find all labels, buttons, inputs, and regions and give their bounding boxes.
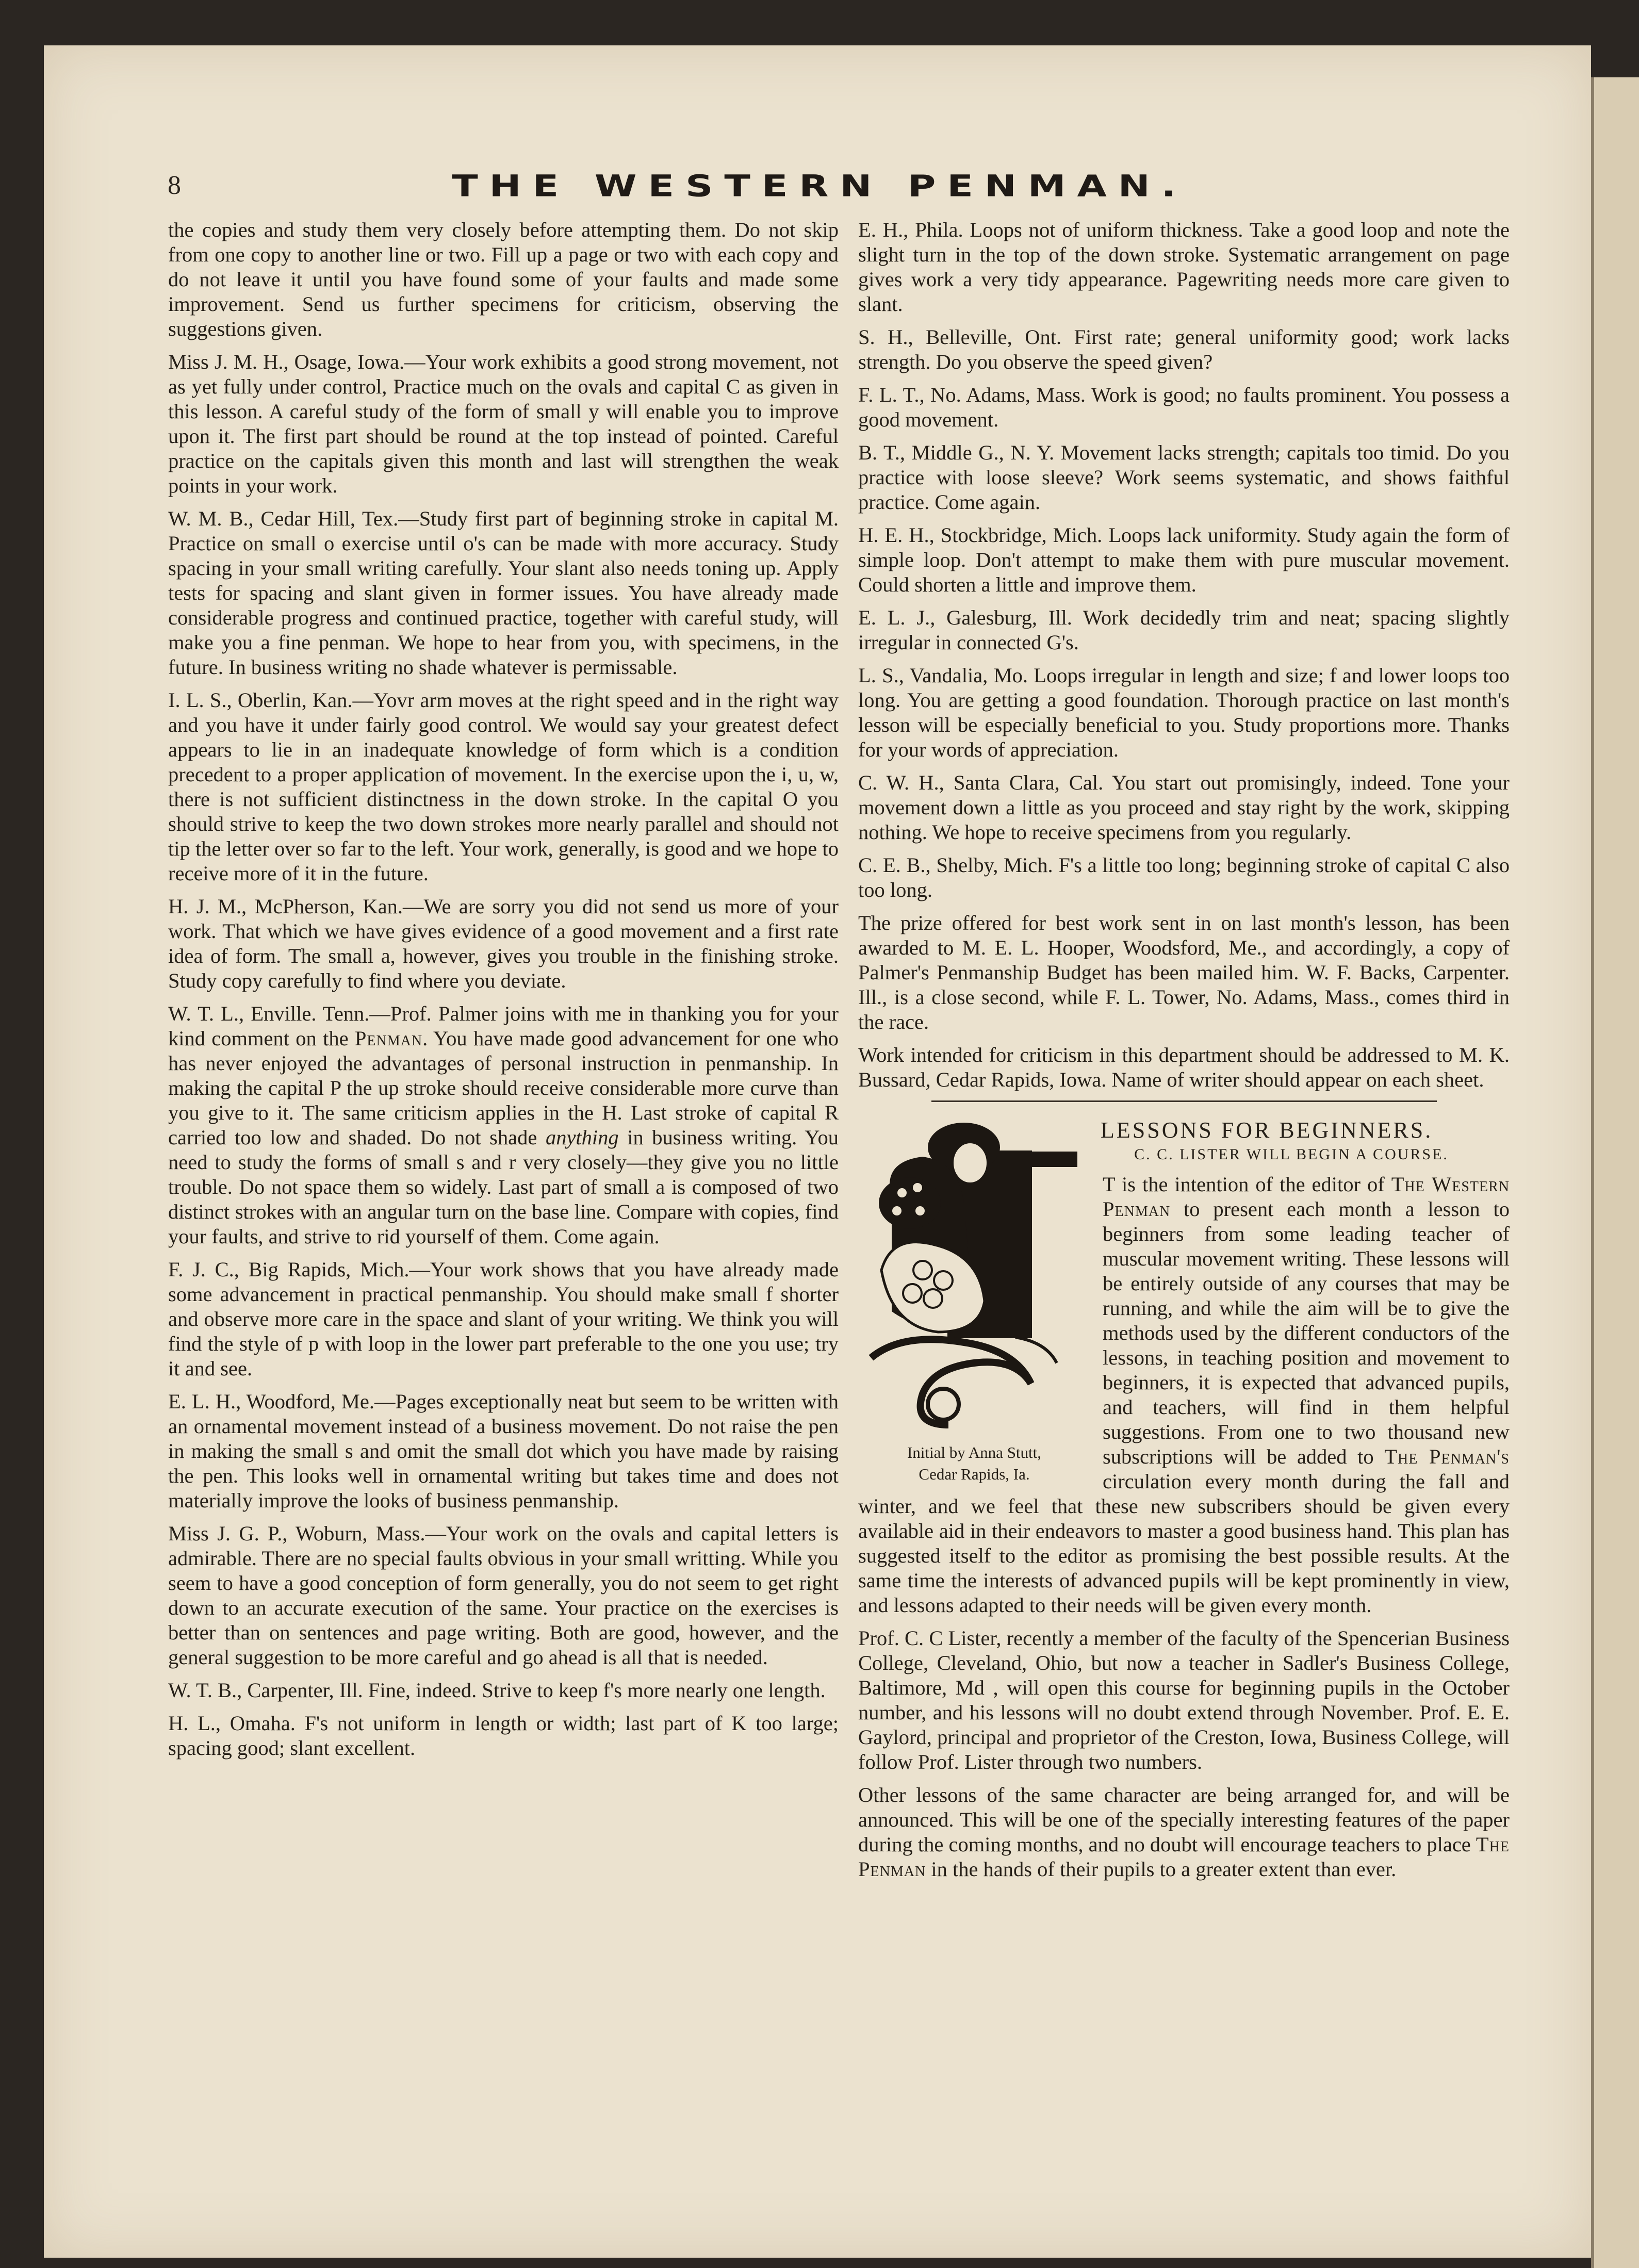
text-run: T is the intention of the editor of — [1103, 1173, 1391, 1196]
page-number: 8 — [168, 171, 181, 200]
paragraph: C. E. B., Shelby, Mich. F's a little too long; beginning stroke of capital C also too long. — [858, 853, 1510, 901]
paragraph: Miss J. M. H., Osage, Iowa.—Your work exhibits a good strong movement, not as yet fully under control, Practice much on the ovals and capital C as given in this lesson. A careful study of the form of small y will enable you to improve upon it. The first part should be round at the top instead of pointed. Careful practice on the capitals given this month and last will strengthen the weak points in your work. — [168, 350, 839, 497]
emphasis: anything — [545, 1126, 619, 1149]
paragraph: Prof. C. C Lister, recently a member of the faculty of the Spencerian Business College, Cleveland, Ohio, but now a teacher in Sadler's Business College, Baltimore, Md , will open this course for beginning pupils in the October number, and his lessons will no doubt extend through November. Prof. E. E. Gaylord, principal and proprietor of the Creston, Iowa, Business College, will follow Prof. Lister through two numbers. — [858, 1626, 1510, 1773]
publication-name: Penman — [354, 1027, 423, 1050]
paragraph: Work intended for criticism in this department should be addressed to M. K. Bussard, Cedar Rapids, Iowa. Name of writer should appear on each sheet. — [858, 1043, 1510, 1091]
text-run: . You have made good advancement for one who has never enjoyed the advantages of personal instruction in penmanship. In making the capital P the up stroke should receive considerable more curve than you give to it. The same criticism applies in the H. Last stroke of capital R carried too low and shaded. Do not shade — [168, 1027, 839, 1149]
text-run: to present each month a lesson to beginners from some leading teacher of muscular movement writing. These lessons will be entirely outside of any courses that may be running, and while the aim will be to give the methods used by the different conductors of the lessons, in teaching position and movement to beginners, it is expected that advanced pupils, and teachers, will find in them helpful suggestions. From one to two thousand new subscriptions will be added to — [1103, 1197, 1510, 1468]
paragraph: H. J. M., McPherson, Kan.—We are sorry you did not send us more of your work. That which we have gives evidence of a good movement and a first rate idea of form. The small a, however, gives you trouble in the finishing stroke. Study copy carefully to find where you deviate. — [168, 895, 839, 992]
paragraph: E. L. H., Woodford, Me.—Pages exceptionally neat but seem to be written with an ornamental movement instead of a business movement. Do not raise the pen in making the small s and omit the small dot which you have made by raising the pen. This looks well in ornamental writing but takes time and does not materially improve the looks of business penmanship. — [168, 1390, 839, 1512]
text-run: W. T. L., Enville. Tenn.—Prof. Palmer joins with me in thanking you for your kind comment on the — [168, 1002, 839, 1050]
masthead: THE WESTERN PENMAN. — [452, 169, 1187, 204]
section-subheading: C. C. LISTER WILL BEGIN A COURSE. — [1134, 1146, 1449, 1163]
right-column — [858, 218, 1510, 1890]
paragraph: C. W. H., Santa Clara, Cal. You start out promisingly, indeed. Tone your movement down a little as you proceed and stay right by the work, skipping nothing. We hope to receive specimens from you regularly. — [858, 771, 1510, 844]
paragraph: F. J. C., Big Rapids, Mich.—Your work shows that you have already made some advancement in practical penmanship. You should make small f shorter and observe more care in the space and slant of your writing. We think you will find the style of p with loop in the lower part preferable to the one you use; try it and see. — [168, 1258, 839, 1380]
paragraph: E. L. J., Galesburg, Ill. Work decidedly trim and neat; spacing slightly irregular in connected G's. — [858, 606, 1510, 654]
publication-name: The Penman's — [1384, 1445, 1510, 1468]
paragraph: I. L. S., Oberlin, Kan.—Yovr arm moves at the right speed and in the right way and you have it under fairly good control. We would say your greatest defect appears to lie in an inadequate knowledge of form which is a condition precedent to a proper application of movement. In the exercise upon the i, u, w, there is not sufficient distinctness in the down stroke. In the capital O you should strive to keep the two down strokes more nearly parallel and should not tip the letter over so far to the left. Your work, generally, is good and we hope to receive more of it in the future. — [168, 688, 839, 885]
section-divider — [931, 1100, 1437, 1102]
text-run: in the hands of their pupils to a greater extent than ever. — [926, 1858, 1397, 1881]
publication-name: The Western Penman — [1103, 1173, 1510, 1221]
next-page-edge — [1591, 77, 1639, 2268]
publication-name: The Penman — [858, 1833, 1510, 1881]
paragraph: F. L. T., No. Adams, Mass. Work is good; no faults prominent. You possess a good movement. — [858, 383, 1510, 431]
paragraph: L. S., Vandalia, Mo. Loops irregular in length and size; f and lower loops too long. You are getting a good foundation. Thorough practice on last month's lesson will be especially beneficial to you. Study proportions more. Thanks for your words of appreciation. — [858, 664, 1510, 761]
paragraph: W. T. B., Carpenter, Ill. Fine, indeed. Strive to keep f's more nearly one length. — [168, 1679, 826, 1702]
paragraph: the copies and study them very closely before attempting them. Do not skip from one copy to another line or two. Fill up a page or two with each copy and do not leave it until you have found some of your faults and made some improvement. Send us further specimens for criticism, observing the suggestions given. — [168, 218, 839, 340]
text-run: in business writing. You need to study the forms of small s and r very closely—they give you no little trouble. Do not space them so widely. Last part of small a is composed of two distinct strokes with an angular turn on the base line. Compare with copies, find your faults, and strive to rid yourself of them. Come again. — [168, 1126, 839, 1248]
paragraph: H. E. H., Stockbridge, Mich. Loops lack uniformity. Study again the form of simple loop. Don't attempt to make them with pure muscular movement. Could shorten a little and improve them. — [858, 523, 1510, 596]
woman-illustration-icon — [861, 1115, 1088, 1435]
paragraph: H. L., Omaha. F's not uniform in length or width; last part of K too large; spacing good; slant excellent. — [168, 1712, 839, 1760]
paragraph: Miss J. G. P., Woburn, Mass.—Your work on the ovals and capital letters is admirable. There are no special faults obvious in your small writting. While you seem to have a good conception of form generally, you do not seem to get right down to an accurate execution of the same. Your practice on the exercises is better than on sentences and page writing. Both are good, however, and the general suggestion to be more careful and go ahead is all that is needed. — [168, 1522, 839, 1669]
paragraph — [168, 1001, 839, 1249]
section-heading: LESSONS FOR BEGINNERS. — [1101, 1117, 1433, 1143]
text-run: Other lessons of the same character are being arranged for, and will be announced. This will be one of the specially interesting features of the paper during the coming months, and no doubt will encourage teachers to place — [858, 1783, 1510, 1856]
figure-caption: Initial by Anna Stutt, — [907, 1443, 1042, 1461]
paragraph: W. M. B., Cedar Hill, Tex.—Study first part of beginning stroke in capital M. Practice on small o exercise until o's can be made with more accuracy. Study spacing in your small writing carefully. Your slant also needs toning up. Apply tests for spacing and slant given in former issues. You have already made considerable progress and continued practice, together with careful study, will make you a fine penman. We hope to hear from you, with specimens, in the future. In business writing no shade whatever is permissable. — [168, 507, 839, 679]
decorative-initial — [858, 1115, 1090, 1483]
figure-caption: Cedar Rapids, Ia. — [919, 1465, 1030, 1483]
left-column — [168, 218, 839, 1769]
paragraph: The prize offered for best work sent in on last month's lesson, has been awarded to M. E. L. Hooper, Woodsford, Me., and accordingly, a copy of Palmer's Penmanship Budget has been mailed him. W. F. Backs, Carpenter. Ill., is a close second, while F. L. Tower, No. Adams, Mass., comes third in the race. — [858, 911, 1510, 1033]
paragraph: E. H., Phila. Loops not of uniform thickness. Take a good loop and note the slight turn in the top of the down stroke. Systematic arrangement on page gives work a very tidy appearance. Pagewriting needs more care given to slant. — [858, 218, 1510, 316]
paragraph — [858, 1783, 1510, 1882]
paragraph: B. T., Middle G., N. Y. Movement lacks strength; capitals too timid. Do you practice with loose sleeve? Work seems systematic, and shows faithful practice. Come again. — [858, 441, 1510, 514]
text-run: circulation every month during the fall and winter, and we feel that these new subscribers should be given every available aid in their endeavors to master a good business hand. This plan has suggested itself to the editor as promising the best possible results. At the same time the interests of advanced pupils will be kept prominently in view, and lessons adapted to their needs will be given every month. — [858, 1470, 1510, 1617]
paragraph: S. H., Belleville, Ont. First rate; general uniformity good; work lacks strength. Do you observe the speed given? — [858, 325, 1510, 373]
